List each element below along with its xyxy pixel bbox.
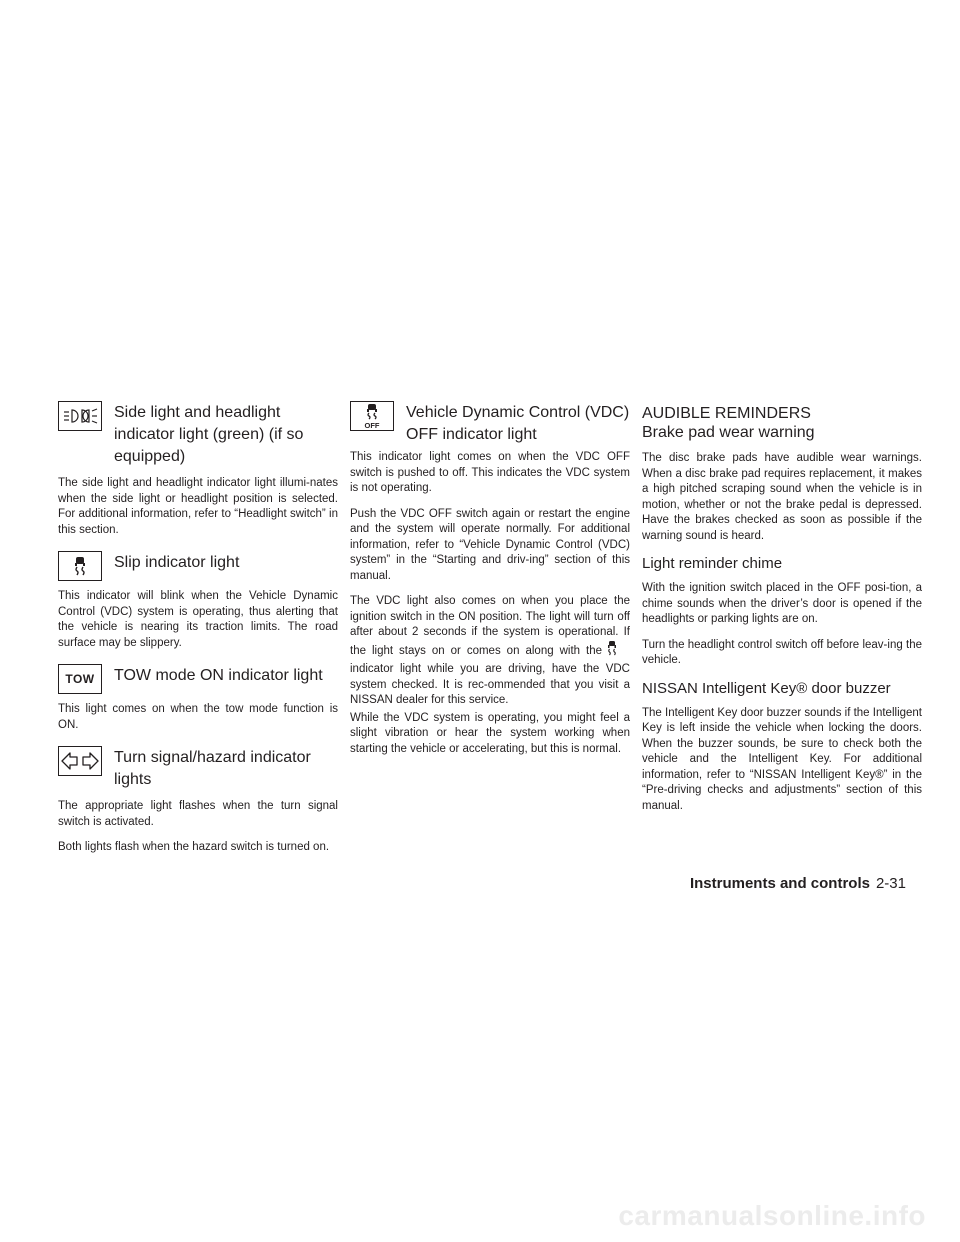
- turn-signal-title: Turn signal/hazard indicator lights: [114, 749, 311, 788]
- column-middle: [350, 398, 630, 767]
- vdc-text-4: While the VDC system is operating, you might feel a slight vibration or hear the system working when starting the vehicle or accelerating, but this is normal.: [350, 711, 630, 755]
- side-light-heading: [58, 398, 338, 468]
- tow-text: This light comes on when the tow mode function is ON.: [58, 703, 338, 731]
- column-left: [58, 398, 338, 866]
- vdc-off-icon-label: OFF: [364, 421, 380, 429]
- tow-heading: [58, 661, 338, 694]
- vdc-text-3-along: along with the: [525, 644, 603, 657]
- watermark-text: carmanualsonline.info: [618, 1200, 926, 1231]
- light-reminder-text-2: Turn the headlight control switch off before leav-ing the vehicle.: [642, 638, 922, 666]
- brake-pad-text: The disc brake pads have audible wear warnings. When a disc brake pad requires replacement, it makes a high pitched scraping sound when the vehicle is in motion, whether or not the brake pedal is depressed. Have the brakes checked as soon as possible if the warning sound is heard.: [642, 452, 922, 542]
- watermark: [0, 1190, 960, 1242]
- vdc-text-2: Push the VDC OFF switch again or restart the engine and the system will operate normally. For additional information, refer to “Vehicle Dynamic Control (VDC) system” in the “Starting and driv-ing” section of this manual.: [350, 507, 630, 582]
- tow-icon-label: TOW: [65, 672, 95, 686]
- intelligent-key-title: NISSAN Intelligent Key® door buzzer: [642, 679, 891, 697]
- slip-indicator-inline-icon: [606, 641, 618, 663]
- light-reminder-text-1: With the ignition switch placed in the OFF posi-tion, a chime sounds when the driver’s door is opened if the headlights or parking lights are on.: [642, 582, 922, 625]
- page-number: 2-31: [875, 875, 906, 892]
- slip-text: This indicator will blink when the Vehicle Dynamic Control (VDC) system is operating, thus alerting that the vehicle is nearing its traction limits. The road surface may be slippery.: [58, 590, 338, 649]
- turn-signal-text-2: Both lights flash when the hazard switch is turned on.: [58, 841, 330, 853]
- vdc-off-icon: [350, 401, 394, 431]
- brake-pad-title: Brake pad wear warning: [642, 424, 815, 441]
- side-light-text: The side light and headlight indicator light illumi-nates when the side light or headlight position is selected. For additional information, refer to “Headlight switch” in this section.: [58, 477, 338, 536]
- side-light-title: Side light and headlight indicator light (green) (if so equipped): [114, 404, 304, 465]
- slip-heading: [58, 548, 338, 581]
- turn-signal-heading: [58, 743, 338, 791]
- column-right: [642, 404, 922, 824]
- audible-reminders-heading: AUDIBLE REMINDERS: [642, 405, 811, 422]
- slip-indicator-icon: [58, 551, 102, 581]
- intelligent-key-text: The Intelligent Key door buzzer sounds if the Intelligent Key is left inside the vehicle when locking the doors. When the buzzer sounds, be sure to check both the vehicle and the Intelligent Key. For additional information, refer to “NISSAN Intelligent Key®” in the “Pre-driving checks and adjustments” section of this manual.: [642, 706, 923, 812]
- vdc-text-1: This indicator light comes on when the VDC OFF switch is pushed to off. This indicates the VDC system is not operating.: [350, 451, 630, 494]
- light-reminder-title: Light reminder chime: [642, 555, 783, 572]
- vdc-text-3: [350, 594, 630, 709]
- vdc-text-3-part-2: indicator light while you are driving, have the VDC system checked. It is rec-ommended that you visit a NISSAN dealer for this service.: [350, 663, 630, 706]
- page-footer: [690, 875, 906, 892]
- tow-title: TOW mode ON indicator light: [114, 667, 323, 684]
- tow-mode-icon: [58, 664, 102, 694]
- turn-signal-text-1: The appropriate light flashes when the turn signal switch is activated.: [58, 800, 338, 828]
- footer-section-name: Instruments and controls: [689, 875, 870, 892]
- turn-signal-arrows-icon: [58, 746, 102, 776]
- slip-title: Slip indicator light: [114, 554, 240, 571]
- vdc-text-3-part-1: The VDC light also comes on when you place the ignition switch in the ON position. The light will turn off after about 2 seconds if the system is operational. If the light stays on or comes on: [350, 595, 630, 657]
- vdc-off-title: Vehicle Dynamic Control (VDC) OFF indicator light: [406, 404, 630, 443]
- side-light-headlight-icon: [58, 401, 102, 431]
- vdc-off-heading: [350, 398, 630, 446]
